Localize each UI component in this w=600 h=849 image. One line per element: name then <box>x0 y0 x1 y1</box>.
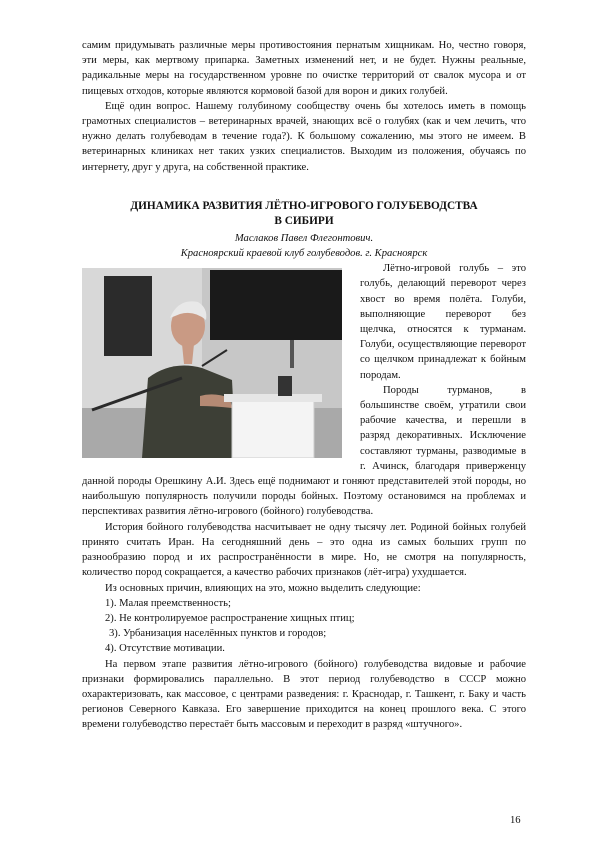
list-item: 1). Малая преемственность; <box>105 597 231 609</box>
list-item: 2). Не контролируемое распространение хищных птиц; <box>105 612 355 624</box>
speaker-photo-illustration <box>82 268 342 458</box>
article-paragraph-4: Из основных причин, влияющих на это, можно выделить следующие: <box>105 582 421 594</box>
list-item: 3). Урбанизация населённых пунктов и городов; <box>109 628 327 640</box>
article-paragraph-3: История бойного голубеводства насчитывает не одну тысячу лет. Родиной бойных голубей принято считать Иран. На сегодняшний день – это одна из самых больших групп по разнообразию пород и их распространённости в мире. Но, не смотря на популярность, количество пород сокращается, а качество рабочих признаков (лёт-игра) ухудшается. <box>82 521 526 579</box>
list-item: 4). Отсутствие мотивации. <box>105 643 225 655</box>
article-title <box>82 199 526 229</box>
continuation-paragraph-1: самим придумывать различные меры противостояния пернатым хищникам. Но, честно говоря, эти меры, как мертвому припарка. Заметных изменений нет, и не будет. Нужны реальные, радикальные меры на государственном уровне по очистке территорий от свалок мусора и от пищевых отходов, которые являются кормовой базой для ворон и диких голубей. <box>82 40 526 97</box>
article-title-line-2: В СИБИРИ <box>274 214 334 227</box>
article-closing-paragraph: На первом этапе развития лётно-игрового (бойного) голубеводства видовые и рабочие признаки формировались параллельно. В этот период голубеводство в СССР можно охарактеризовать, как массовое, с центрами разведения: г. Краснодар, г. Ташкент, г. Баку и часть регионов Северного Кавказа. Его завершение приходится на конец прошлого века. С этого времени голубеводство перестаёт быть массовым и переходит в разряд «штучного». <box>82 658 526 731</box>
article-paragraph-1: Лётно-игровой голубь – это голубь, делающий переворот через хвост во время полёта. Голуби, выполняющие переворот без щелчка, относятся к турманам. Голуби, осуществляющие переворот со щелчком принадлежат к бойным породам. <box>360 263 526 381</box>
document-page <box>82 38 526 733</box>
reasons-list <box>82 596 526 657</box>
article-paragraph-2: Породы турманов, в большинстве своём, утратили свои рабочие качества, и перешли в разряд декоративных. Исключение составляют турманы, разводимые в г. Ачинск, благодаря приверженцу данной породы Орешкину А.И. Здесь ещё поднимают и гоняют представителей этой породы, но наибольшую популярность получили породы бойных. Поэтому остановимся на проблемах и перспективах развития лётно-игрового (бойного) голубеводства. <box>82 384 526 518</box>
article-organization: Красноярский краевой клуб голубеводов. г. Красноярск <box>180 248 428 260</box>
article-title-line-1: ДИНАМИКА РАЗВИТИЯ ЛЁТНО-ИГРОВОГО ГОЛУБЕВОДСТВА <box>130 199 478 212</box>
continuation-paragraph-2: Ещё один вопрос. Нашему голубиному сообществу очень бы хотелось иметь в помощь грамотных специалистов – ветеринарных врачей, знающих всё о голубях (как и чем лечить, что нужно делать голубеводам в течение года?). К большому сожалению, мы этого не имеем. В ветеринарных клиниках нет таких узких специалистов. Выходим из положения, обучаясь по интернету, друг у друга, на собственной практике. <box>82 100 526 173</box>
speaker-photo <box>82 268 342 458</box>
article-author: Маслаков Павел Флегонтович. <box>234 232 374 244</box>
page-number: 16 <box>510 815 521 826</box>
